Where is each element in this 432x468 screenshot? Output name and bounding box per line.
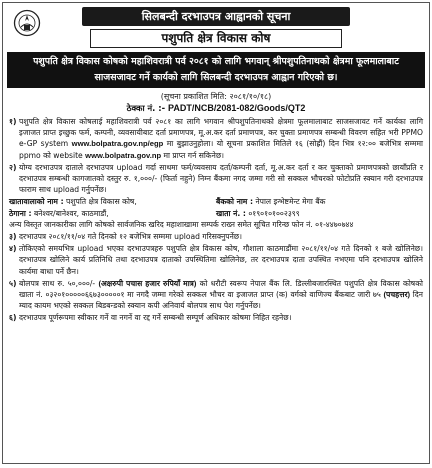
holder-label: खातावालाको नाम : — [9, 197, 64, 207]
item-text — [19, 312, 423, 323]
account-col-left — [9, 196, 216, 218]
item-number: २) — [9, 162, 17, 172]
account-col-right — [216, 196, 423, 218]
item-text — [19, 231, 423, 242]
item-text-part: मा प्राप्त गर्न सकिनेछ। — [161, 150, 225, 160]
item-text-part: बोलपत्र साथ रु. ५०,०००/- — [19, 278, 99, 288]
item-text — [19, 162, 423, 196]
bank-value: नेपाल इन्भेष्टमेन्ट मेगा बैंक — [255, 197, 326, 207]
item-text-part: पशुपति क्षेत्र विकास कोषलाई महाशिवरात्री पर्व २०८१ का लागि भगवान श्रीपशुपतिनाथको क्षेत्रमा फूलमालाबाट साजसजावट गर्ने कार्यका लागि इजाजत प्राप्त इच्छुक फर्म, कम्पनी, व्यवसायीबाट दर्ता प्रमाणपत्र, मू.अ.कर दर्ता प्रमाणपत्र, कर चुक्ता प्रमाणपत्र सम्बन्धी विवरण सहित भरी PPMO e-GP system — [19, 117, 423, 149]
item-number: ५) — [9, 278, 17, 288]
item-text-part: दिन म्याद कायम भएको सक्कल बिडबन्डको स्क्यान कपी अनिवार्य बोलपत्र साथ पेश गर्नुपर्नेछ। — [19, 290, 423, 311]
item-number: ६) — [9, 313, 17, 323]
org-name: पशुपति क्षेत्र विकास कोष — [90, 29, 342, 48]
item-text — [19, 116, 423, 161]
item-text-part: (अक्षरुपी पचास हजार रुपियाँ मात्र) — [98, 278, 197, 288]
item-text — [19, 243, 423, 277]
notice-item — [9, 231, 423, 242]
item-text-part: दरभाउपत्र २०८१/११/०४ गते दिनको १२ बजेभित्र सम्ममा upload गरिसक्नुपर्नेछ। — [19, 232, 243, 242]
address-value: बनेश्वर/बानेश्वर, काठमाडौं, — [33, 208, 109, 218]
notice-item — [9, 312, 423, 323]
item-text-part: (पचहत्तर) — [383, 290, 411, 300]
item-text-part: www.bolpatra.gov.np — [85, 150, 162, 160]
account-note: अन्य विस्तृत जानकारीका लागि कोषको सार्वजनिक खरिद महाशाखामा सम्पर्क राख्न समेत सूचित गरिन्छ फोन नं. ०१-४४७०७४४ — [9, 219, 354, 229]
item-text-part: तोकिएको समयभित्र upload भएका दरभाउपत्रहरु पशुपति क्षेत्र विकास कोष, गौशाला काठमाडौंमा २०८१/११/०४ गते दिनको १ बजे खोलिनेछ। दरभाउपत्र खोलिने कार्य प्रतिनिधि तथा दरभाउपत्र दाताको उपस्थितिमा खोलिनेछ, तर दरभाउपत्र दाता उपस्थित नभएमा पनि दरभाउपत्र खोलिने कार्यमा बाधा पर्ने छैन। — [19, 244, 423, 276]
notice-body — [9, 116, 423, 324]
items-group-1 — [9, 116, 423, 195]
notice-item — [9, 162, 423, 196]
notice-page — [2, 2, 430, 464]
headline: पशुपति क्षेत्र विकास कोषको महाशिवरात्री पर्व २०८१ को लागि भगवान् श्रीपशुपतिनाथको क्षेत्रमा फूलमालाबाट साजसजावट गर्ने कार्यको लागि सिलबन्दी दरभाउपत्र आह्वान गरिएको छ। — [7, 52, 425, 88]
item-text-part: दरभाउपत्र पूर्णरूपमा स्वीकार गर्ने वा नगर्ने वा रद्द गर्ने सम्बन्धी सम्पूर्ण अधिकार कोषमा निहित रहनेछ। — [19, 313, 292, 323]
address-label: ठेगाना : — [9, 208, 32, 218]
item-number: १) — [9, 117, 17, 126]
notice-item — [9, 278, 423, 312]
item-text — [19, 278, 423, 312]
item-number: ४) — [9, 244, 17, 254]
bank-label: बैंकको नाम : — [216, 197, 254, 207]
notice-title: सिलबन्दी दरभाउपत्र आह्वानको सूचना — [82, 7, 350, 26]
reference-number: PADT/NCB/2081-082/Goods/QT2 — [168, 103, 306, 113]
acno-value: ०१९०१०१००२३९९ — [248, 208, 300, 218]
reference-label: ठेक्का नं. :- — [126, 103, 166, 113]
item-number: ३) — [9, 232, 17, 242]
item-text-part: मा बुझाउनुहोला। यो सूचना प्रकाशित मितिले १६ (सोह्रौं) दिन भित्र १२:०० बजेभित्र सम्ममा ppmo को website — [19, 139, 423, 160]
acno-label: खाता नं. : — [216, 208, 246, 218]
item-text-part: योग्य दरभाउपत्र दाताले दरभाउपत्र upload गर्दा साथमा फर्म/व्यवसाय दर्ता/कम्पनी दर्ता, मू.अ.कर दर्ता र कर चुक्ताको प्रमाणपत्रको छायाँप्रति र दरभाउपत्र सम्बन्धी कागजातको दस्तुर रु. १,०००/- (फिर्ता नहुने) निम्न बैंकमा नगद जम्मा गरी सो सक्कल भौचरको फोटोप्रति स्क्यान गरी दरभाउपत्र फाराम साथ upload गर्नुपर्नेछ। — [19, 162, 423, 195]
holder-value: पशुपति क्षेत्र विकास कोष, — [66, 197, 137, 207]
org-logo-icon — [13, 9, 41, 37]
items-group-2 — [9, 231, 423, 324]
item-text-part: www.bolpatra.gov.np/egp — [71, 139, 164, 149]
notice-item — [9, 243, 423, 277]
account-details — [9, 196, 423, 218]
publication-date: (सूचना प्रकाशित मिति: २०८१/१०/१८) — [160, 92, 272, 101]
notice-item — [9, 116, 423, 161]
item-text-part: को धरौटी स्वरूप नेपाल बैंक लि. डिल्लीबजारस्थित पशुपति क्षेत्र विकास कोषको खाता नं. ०३२०१०००००६६७३०००००१ मा नगदै जम्मा गरेको सक्कल भौचर वा इजाजत प्राप्त (क) वर्गको वाणिज्य बैंकबाट जारी ७५ — [19, 278, 423, 300]
reference-line — [3, 103, 429, 114]
